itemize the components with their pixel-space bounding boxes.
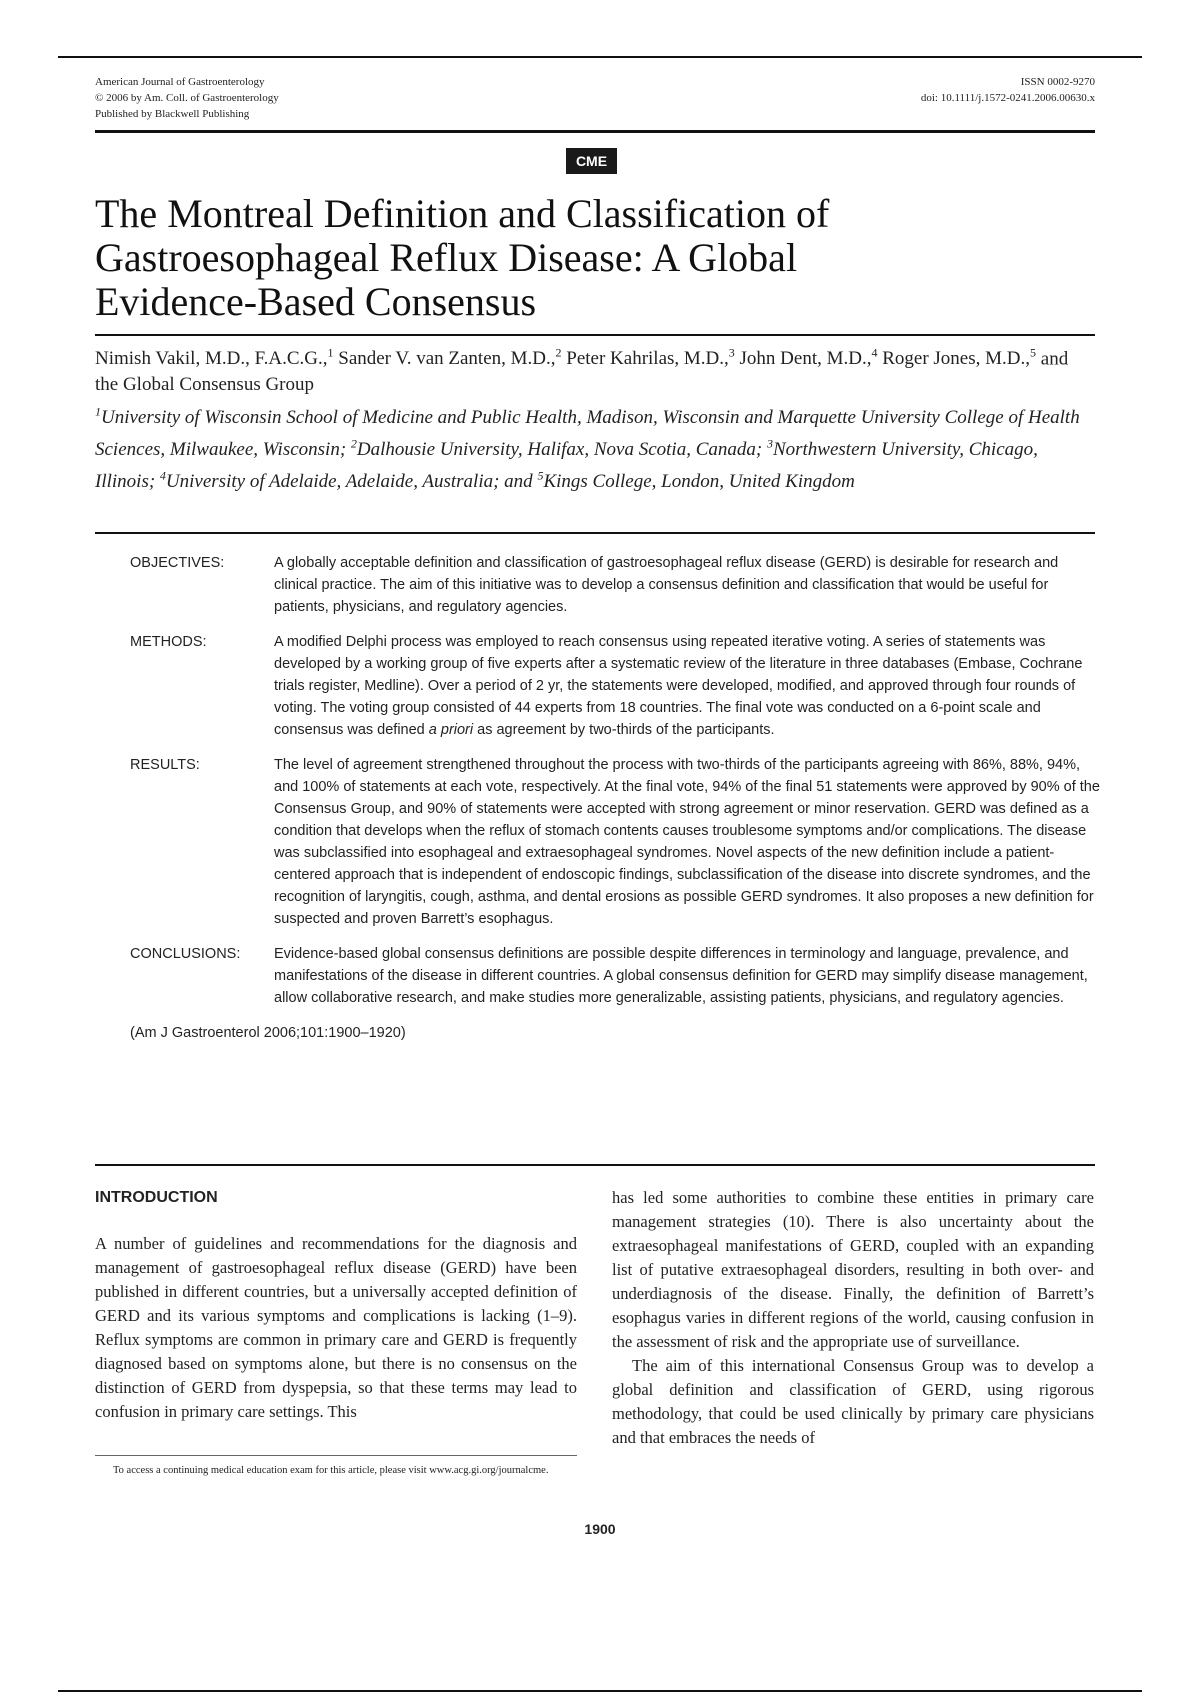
section-label: OBJECTIVES:: [130, 555, 225, 571]
body-column-right: [612, 1186, 1094, 1450]
section-text: A modified Delphi process was employed to reach consensus using repeated iterative voting. A series of statements was developed by a working group of five experts after a systematic review of the literature in three databases (Embase, Cochrane trials register, Medline). Over a period of 2 yr, the statements were developed, modified, and approved through four rounds of voting. The voting group consisted of 44 experts from 18 countries. The final vote was conducted on a 6-point scale and consensus was defined a priori as agreement by two-thirds of the participants.: [274, 634, 1083, 738]
affiliation: $^3$Northwestern University, Chicago, Illinois;: [95, 436, 1038, 493]
copyright: © 2006 by Am. Coll. of Gastroenterology: [95, 92, 279, 104]
author-list: [95, 340, 1095, 398]
abstract-top-rule: [95, 532, 1095, 534]
author: Roger Jones, M.D.,$^5$: [882, 346, 1037, 370]
cme-badge: CME: [566, 148, 617, 174]
affiliation: $^1$University of Wisconsin School of Medicine and Public Health, Madison, Wisconsin and Marquette University College of Health Sciences, Milwaukee, Wisconsin;: [95, 404, 1080, 460]
body-paragraph: has led some authorities to combine these entities in primary care management strategies (10). There is also uncertainty about the extraesophageal manifestations of GERD, coupled with an expanding list of putative extraesophageal disorders, resulting in both over- and underdiagnosis of the disease. Finally, the definition of Barrett’s esophagus varies in different regions of the world, causing confusion in the assessment of risk and the appropriate use of surveillance.: [612, 1188, 1094, 1351]
abstract-methods: [130, 631, 1100, 741]
section-label: METHODS:: [130, 634, 207, 650]
affiliation: $^4$University of Adelaide, Adelaide, Australia; and: [159, 468, 533, 493]
journal-info: [95, 74, 279, 122]
journal-name: American Journal of Gastroenterology: [95, 76, 265, 88]
page-number: 1900: [584, 1521, 616, 1537]
affiliation: $^5$Kings College, London, United Kingdom: [537, 468, 855, 493]
header-rule: [95, 130, 1095, 133]
abstract-bottom-rule: [95, 1164, 1095, 1166]
issn: ISSN 0002-9270: [1020, 76, 1095, 88]
doi: doi: 10.1111/j.1572-0241.2006.00630.x: [920, 92, 1095, 104]
abstract-conclusions: [130, 943, 1100, 1009]
author-block: [95, 340, 1095, 495]
abstract: [130, 552, 1100, 1044]
footnote: To access a continuing medical education exam for this article, please visit www.acg.gi.org/journalcme.: [113, 1465, 549, 1476]
top-rule: [58, 56, 1142, 58]
section-text: A globally acceptable definition and classification of gastroesophageal reflux disease (GERD) is desirable for research and clinical practice. The aim of this initiative was to develop a consensus definition and classification that would be useful for patients, physicians, and regulatory agencies.: [274, 555, 1059, 615]
title-line: Evidence-Based Consensus: [95, 279, 537, 324]
publisher: Published by Blackwell Publishing: [95, 108, 250, 120]
author: Peter Kahrilas, M.D.,$^3$: [566, 346, 735, 370]
authors-tail: and the Global Consensus Group: [95, 348, 1069, 396]
section-text: Evidence-based global consensus definitions are possible despite differences in terminology and language, prevalence, and manifestations of the disease in different countries. A global consensus definition for GERD may simplify disease management, allow collaborative research, and make studies more generalizable, assisting patients, physicians, and regulatory agencies.: [274, 946, 1088, 1006]
abstract-objectives: [130, 552, 1100, 618]
affiliation: $^2$Dalhousie University, Halifax, Nova Scotia, Canada;: [350, 436, 763, 460]
bottom-rule: [58, 1690, 1142, 1692]
section-text: The level of agreement strengthened throughout the process with two-thirds of the participants agreeing with 86%, 88%, 94%, and 100% of statements at each vote, respectively. At the final vote, 94% of the final 51 statements were approved by 90% of the Consensus Group, and 90% of statements were accepted with strong agreement or minor reservation. GERD was defined as a condition that develops when the reflux of stomach contents causes troublesome symptoms and/or complications. The disease was subclassified into esophageal and extraesophageal syndromes. Novel aspects of the new definition include a patient-centered approach that is independent of endoscopic findings, subclassification of the disease into discrete syndromes, and the recognition of laryngitis, cough, asthma, and dental erosions as possible GERD syndromes. It also proposes a new definition for suspected and proven Barrett’s esophagus.: [274, 757, 1100, 927]
article-title: [95, 192, 1095, 324]
author: John Dent, M.D.,$^4$: [739, 346, 878, 370]
title-line: The Montreal Definition and Classification of: [95, 191, 830, 236]
section-label: RESULTS:: [130, 757, 200, 773]
section-label: CONCLUSIONS:: [130, 946, 241, 962]
journal-ids: [921, 74, 1095, 106]
affiliations: [95, 398, 1095, 495]
citation: (Am J Gastroenterol 2006;101:1900–1920): [130, 1025, 406, 1041]
abstract-results: [130, 754, 1100, 930]
body-column-left: [95, 1186, 577, 1424]
title-rule: [95, 334, 1095, 336]
footnote-rule: [95, 1455, 577, 1456]
author: Nimish Vakil, M.D., F.A.C.G.,$^1$: [95, 346, 334, 370]
section-heading: INTRODUCTION: [95, 1189, 218, 1206]
body-paragraph: A number of guidelines and recommendations for the diagnosis and management of gastroesophageal reflux disease (GERD) have been published in different countries, but a universally accepted definition of GERD and its various symptoms and complications is lacking (1–9). Reflux symptoms are common in primary care and GERD is frequently diagnosed based on symptoms alone, but there is no consensus on the distinction of GERD from dyspepsia, so that these terms may lead to confusion in primary care settings. This: [95, 1234, 577, 1421]
title-line: Gastroesophageal Reflux Disease: A Global: [95, 235, 798, 280]
body-paragraph: The aim of this international Consensus Group was to develop a global definition and classification of GERD, using rigorous methodology, that could be used clinically by primary care physicians and that embraces the needs of: [612, 1356, 1094, 1447]
author: Sander V. van Zanten, M.D.,$^2$: [338, 346, 562, 370]
